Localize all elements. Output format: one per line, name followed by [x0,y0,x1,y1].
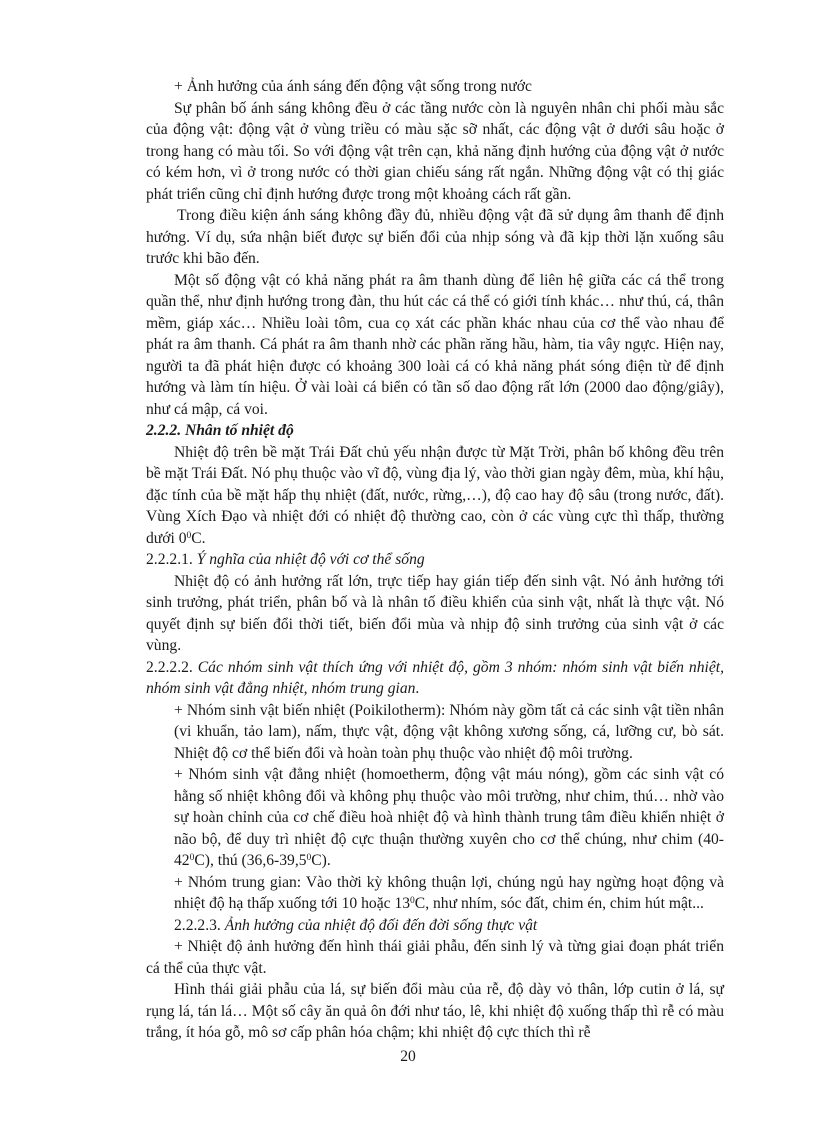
superscript: 0 [410,896,415,906]
heading-number: 2.2.2.3. [174,916,221,934]
text: Trong điều kiện ánh sáng không đầy đủ, nhiều động vật đã sử dụng âm thanh để định hướng. Ví dụ, sứa nhận biết được sự biến đổi của nhịp sóng và đã kịp thời lặn xuống sâu trước khi bão đến. [146,207,724,267]
heading-number: 2.2.2.2. [146,658,193,676]
list-item [146,764,724,872]
subsection-heading [146,657,724,700]
list-item [146,872,724,915]
superscript: 0 [306,853,312,863]
list-item [146,700,724,765]
text: Nhiệt độ trên bề mặt Trái Đất chủ yếu nhận được từ Mặt Trời, phân bố không đều trên bề mặt Trái Đất. Nó phụ thuộc vào vĩ độ, vùng địa lý, vào thời gian ngày đêm, mùa, khí hậu, đặc tính của bề mặt hấp thụ nhiệt (đất, nước, rừng,…), độ cao hay độ sâu (trong nước, đất). Vùng Xích Đạo và nhiệt đới có nhiệt độ thường cao, còn ở các vùng cực thì thấp, thường dưới 0 [146,443,724,547]
text: C. [191,529,206,547]
superscript: 0 [189,853,195,863]
text: . [415,680,420,697]
paragraph [146,270,724,421]
page-number: 20 [400,1048,416,1065]
text: + Nhóm trung gian: Vào thời kỳ không thuận lợi, chúng ngủ hay ngừng hoạt động và nhiệt độ hạ thấp xuống tới 10 hoặc 13 [174,873,724,912]
paragraph [146,979,724,1044]
text: + Nhóm sinh vật biến nhiệt (Poikilotherm): Nhóm này gồm tất cả các sinh vật tiền nhân (vi khuẩn, tảo lam), nấm, thực vật, động vật không xương sống, cá, lưỡng cư, bò sát. Nhiệt độ cơ thể biến đổi và hoàn toàn phụ thuộc vào nhiệt độ môi trường. [174,701,724,762]
paragraph [146,442,724,550]
subheading-light-aquatic-animals [146,76,724,98]
superscript: 0 [186,530,192,541]
heading-number: 2.2.2.1. [146,551,193,568]
document-body [146,76,724,1044]
text: C). [311,852,331,869]
text: + Nhiệt độ ảnh hưởng đến hình thái giải phẫu, đến sinh lý và từng giai đoạn phát triển cá thể của thực vật. [146,938,724,977]
text: Hình thái giải phẫu của lá, sự biến đổi màu của rễ, độ dày vỏ thân, lớp cutin ở lá, sự rụng lá, tán lá… Một số cây ăn quả ôn đới như táo, lê, khi nhiệt độ xuống thấp thì rễ có màu trắng, ít hóa gỗ, mô sơ cấp phân hóa chậm; khi nhiệt độ cực thích thì rễ [146,981,724,1041]
paragraph [146,205,724,270]
text: Nhiệt độ có ảnh hưởng rất lớn, trực tiếp hay gián tiếp đến sinh vật. Nó ảnh hưởng tới sinh trưởng, phát triển, phân bố và là nhân tố điều khiển của sinh vật, nhất là thực vật. Nó quyết định sự biến đổi thời tiết, biến đổi mùa và nhịp độ sinh trưởng của sinh vật ở các vùng. [146,572,724,654]
text: + Nhóm sinh vật đẳng nhiệt (homoetherm, động vật máu nóng), gồm các sinh vật có hằng số nhiệt không đổi và không phụ thuộc vào môi trường, như chim, thú… nhờ vào sự hoàn chỉnh của cơ chế điều hoà nhiệt độ và hình thành trung tâm điều khiển nhiệt ở não bộ, để duy trì nhiệt độ cực thuận thường xuyên cho cơ thể chúng, như chim (40-42 [174,766,724,869]
paragraph [146,936,724,979]
heading-title: Ý nghĩa của nhiệt độ với cơ thể sống [196,551,425,568]
heading-title: Ảnh hưởng của nhiệt độ đối đến đời sống thực vật [224,916,538,934]
text: 2.2.2. Nhân tố nhiệt độ [146,422,294,439]
paragraph [146,571,724,657]
heading-title: Các nhóm sinh vật thích ứng với nhiệt độ, gồm 3 nhóm: nhóm sinh vật biến nhiệt, nhóm sinh vật đẳng nhiệt, nhóm trung gian [146,658,725,697]
text: + Ảnh hưởng của ánh sáng đến động vật sống trong nước [174,78,532,95]
subsection-heading [146,549,724,571]
text: Một số động vật có khả năng phát ra âm thanh dùng để liên hệ giữa các cá thể trong quần thể, như định hướng trong đàn, thu hút các cá thể có giới tính khác… như thú, cá, thân mềm, giáp xác… Nhiều loài tôm, cua cọ xát các phần khác nhau của cơ thể vào nhau để phát ra âm thanh. Cá phát ra âm thanh nhờ các phần răng hầu, hàm, tia vây ngực. Hiện nay, người ta đã phát hiện được có khoảng 300 loài cá có khả năng phát sóng điện từ để định hướng và làm tín hiệu. Ở vài loài cá biển có tần số dao động rất lớn (2000 dao động/giây), như cá mập, cá voi. [146,271,724,418]
paragraph [146,98,724,206]
text: C), thú (36,6-39,5 [194,852,307,869]
text: Sự phân bố ánh sáng không đều ở các tầng nước còn là nguyên nhân chi phối màu sắc của động vật: động vật ở vùng triều có màu sặc sỡ nhất, các động vật ở dưới sâu hoặc ở trong hang có màu tối. So với động vật trên cạn, khả năng định hướng của động vật ở nước có kém hơn, vì ở trong nước có thời gian chiếu sáng rất ngắn. Những động vật có thị giác phát triển cũng chỉ định hướng được trong một khoảng cách rất gần. [146,99,724,203]
subsection-heading [146,915,724,937]
section-heading [146,420,724,442]
text: C, như nhím, sóc đất, chim én, chim hút mật... [414,895,704,912]
